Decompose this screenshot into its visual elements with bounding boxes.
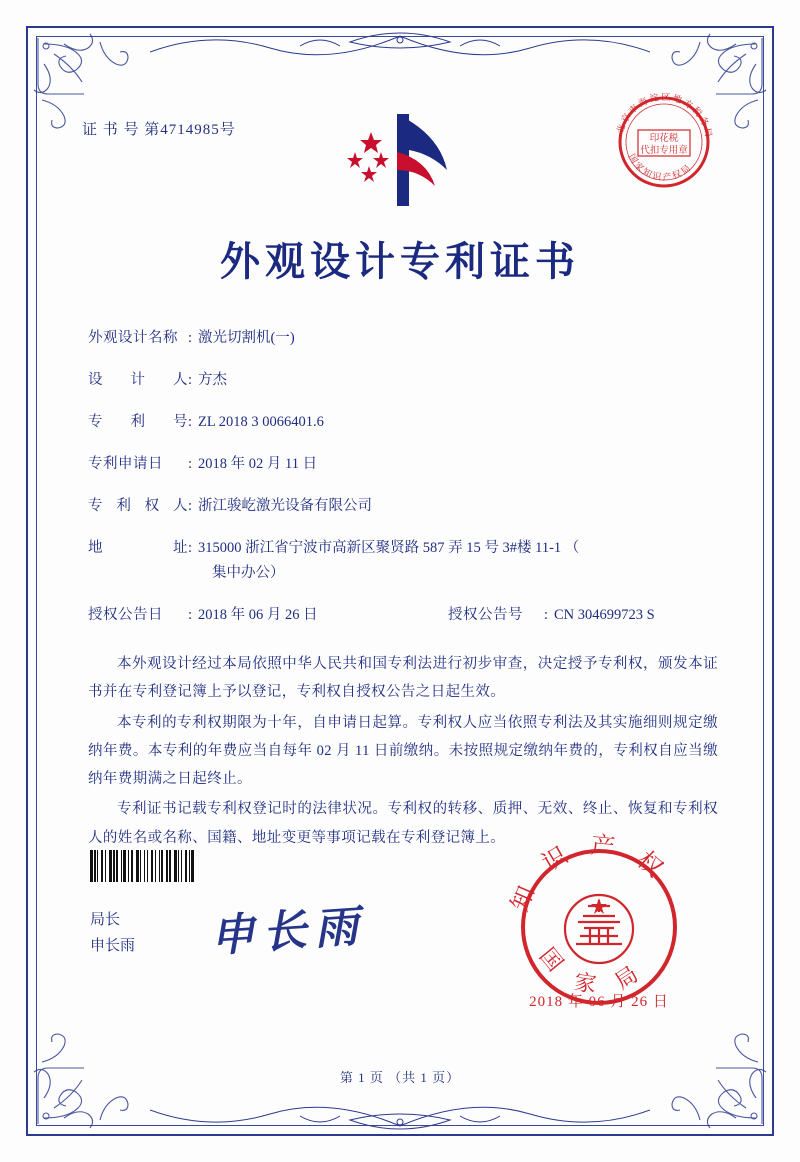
paragraph-2: 本专利的专利权期限为十年，自申请日起算。专利权人应当依照专利法及其实施细则规定缴纳年费。本专利的年费应当自每年 02 月 11 日前缴纳。未按照规定缴纳年费的，专利权自应当缴纳年费期满之日起终止。 (88, 714, 718, 788)
field-grant-date (88, 605, 448, 626)
svg-text:北京市海淀区地方税务局: 北京市海淀区地方税务局 (614, 91, 715, 140)
field-label: 授权公告日 (88, 607, 163, 624)
label-char: 设 (88, 372, 103, 389)
field-grant-row (88, 605, 720, 626)
label-char: 号 (173, 414, 188, 431)
certificate-number: 证 书 号 第4714985号 (82, 122, 236, 138)
field-colon: : (188, 456, 193, 473)
certificate-content (70, 90, 730, 1092)
barcode-bar (191, 850, 194, 882)
field-colon: : (188, 330, 193, 346)
handwritten-signature: 申长雨 (208, 900, 368, 963)
director-name-label: 申长雨 (90, 937, 136, 954)
field-colon: : (188, 372, 193, 389)
legal-text (88, 650, 718, 854)
field-label (88, 370, 188, 391)
field-value: ZL 2018 3 0066401.6 (198, 414, 324, 431)
svg-text:印花税: 印花税 (649, 134, 679, 144)
signature-block (90, 908, 135, 959)
field-application-date (88, 454, 720, 475)
field-address (88, 538, 720, 584)
label-char: 址 (173, 540, 188, 557)
label-char: 专 (88, 414, 103, 431)
bottom-edge-ornament-icon (150, 1096, 650, 1140)
label-char: 计 (130, 372, 146, 389)
field-design-name (88, 328, 720, 349)
paragraph-3: 专利证书记载专利权登记时的法律状况。专利权的转移、质押、无效、终止、恢复和专利权人的姓名或名称、国籍、地址变更等事项记载在专利登记簿上。 (88, 801, 718, 846)
field-value: 浙江骏屹激光设备有限公司 (198, 498, 372, 515)
address-line-1: 315000 浙江省宁波市高新区聚贤路 587 弄 15 号 3#楼 11-1 （ (198, 540, 580, 557)
label-char: 权 (144, 498, 160, 515)
top-right-official-seal (604, 82, 724, 202)
label-char: 专 (88, 498, 103, 515)
field-colon: : (188, 414, 193, 431)
field-value: 方杰 (198, 372, 227, 389)
field-label (88, 412, 188, 433)
field-designer (88, 370, 720, 391)
cnipa-logo-icon (335, 108, 465, 218)
page-footer: 第 1 页 （共 1 页） (339, 1070, 461, 1085)
page-title: 外观设计专利证书 (220, 238, 580, 285)
field-grant-number (448, 605, 720, 626)
address-line-2: 集中办公） (212, 565, 285, 582)
svg-text:国 家 局: 国 家 局 (534, 943, 651, 999)
field-value: CN 304699723 S (554, 607, 655, 624)
field-colon: : (188, 607, 193, 624)
field-label: 专利申请日 (88, 456, 163, 473)
svg-text:知 识 产 权: 知 识 产 权 (507, 832, 673, 916)
label-char: 人 (173, 372, 188, 389)
certificate-barcode (90, 850, 305, 882)
field-value: 激光切割机(一) (198, 330, 295, 346)
field-list (88, 328, 720, 647)
field-label: 授权公告号 (448, 607, 523, 624)
seal-date: 2018 年 06 月 26 日 (529, 994, 669, 1010)
field-value: 2018 年 06 月 26 日 (198, 607, 318, 624)
field-value (198, 538, 720, 584)
field-value: 2018 年 02 月 11 日 (198, 456, 318, 473)
field-label (88, 496, 188, 517)
field-label (88, 538, 188, 559)
field-patent-number (88, 412, 720, 433)
field-colon: : (188, 498, 193, 515)
label-char: 地 (88, 540, 103, 557)
field-colon: : (188, 540, 193, 557)
field-label: 外观设计名称 (88, 330, 178, 346)
svg-text:国家知识产权局: 国家知识产权局 (626, 152, 694, 183)
label-char: 利 (116, 498, 132, 515)
field-colon: : (544, 607, 549, 624)
svg-text:代扣专用章: 代扣专用章 (640, 146, 688, 156)
label-char: 人 (172, 498, 188, 515)
top-edge-ornament-icon (150, 22, 650, 66)
field-patentee (88, 496, 720, 517)
director-role-label: 局长 (90, 912, 121, 928)
label-char: 利 (130, 414, 146, 431)
paragraph-1: 本外观设计经过本局依照中华人民共和国专利法进行初步审查，决定授予专利权，颁发本证书并在专利登记簿上予以登记，专利权自授权公告之日起生效。 (88, 656, 718, 701)
